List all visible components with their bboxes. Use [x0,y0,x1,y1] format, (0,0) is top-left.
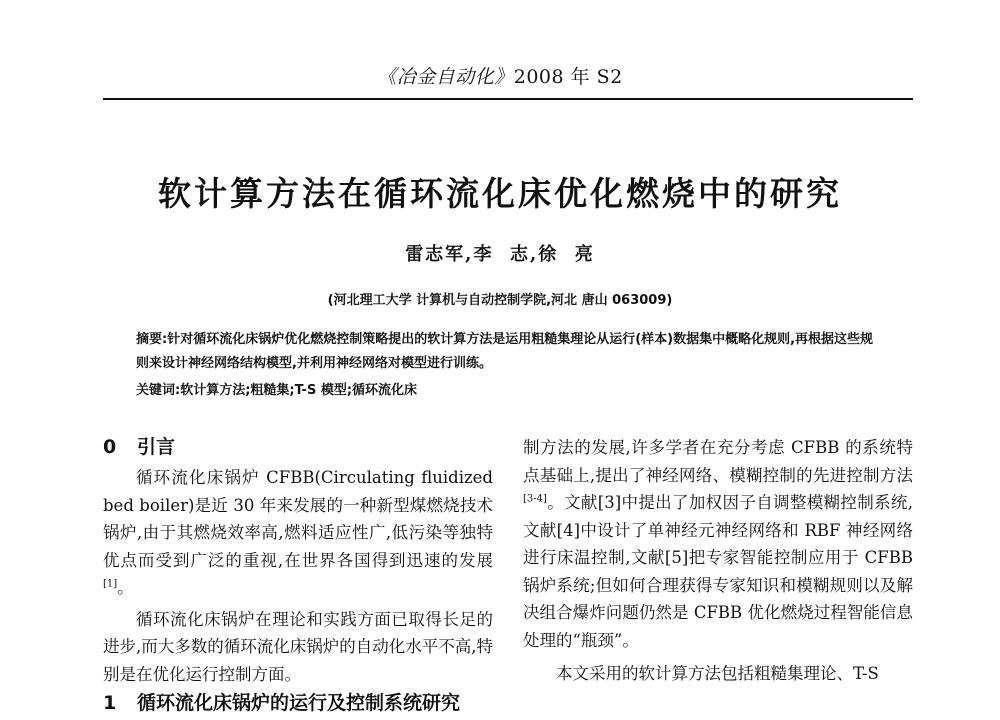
authors: 雷志军,李 志,徐 亮 [405,244,595,265]
keywords [136,380,884,402]
section-title: 引言 [137,436,176,458]
paragraph-text: 循环流化床锅炉 CFBB(Circulating fluidized bed boiler)是近 30 年来发展的一种新型煤燃烧技术锅炉,由于其燃烧效率高,燃料适应性广,低污染等独特优点而受到广泛的重视,在世界各国得到迅速的发展 [103,468,493,570]
section-title: 循环流化床锅炉的运行及控制系统研究 [137,692,461,714]
journal-header [0,62,1000,89]
paragraph: 循环流化床锅炉在理论和实践方面已取得长足的进步,而大多数的循环流化床锅炉的自动化水平不高,特别是在优化运行控制方面。 [103,609,493,684]
paragraph [523,434,913,654]
paragraph: 本文采用的软计算方法包括粗糙集理论、T-S [556,664,879,683]
abstract-text: 针对循环流化床锅炉优化燃烧控制策略提出的软计算方法是运用粗糙集理论从运行(样本)数据集中概略化规则,再根据这些规则来设计神经网络结构模型,并利用神经网络对模型进行训练。 [136,332,874,371]
affiliation: (河北理工大学 计算机与自动控制学院,河北 唐山 063009) [327,293,673,308]
left-column [103,434,493,720]
section-number: 1 [103,692,117,714]
keywords-label: 关键词: [136,383,181,398]
paper-title: 软计算方法在循环流化床优化燃烧中的研究 [158,174,842,213]
section-number: 0 [103,436,117,458]
journal-name: 《冶金自动化》 [377,66,514,88]
keywords-text: 软计算方法;粗糙集;T-S 模型;循环流化床 [180,383,418,398]
section-heading-1 [103,690,493,720]
citation: [3-4] [523,493,547,505]
paragraph-text: 。 [117,578,134,597]
abstract [136,328,884,376]
header-rule [103,98,913,100]
citation: [1] [103,578,118,590]
paragraph-text: 制方法的发展,许多学者在充分考虑 CFBB 的系统特点基础上,提出了神经网络、模糊控制的先进控制方法 [523,438,913,485]
abstract-label: 摘要: [136,332,168,347]
paragraph [103,464,493,602]
section-heading-introduction [103,434,493,464]
journal-issue: 2008 年 S2 [513,66,623,88]
paragraph-text: 。文献[3]中提出了加权因子自调整模糊控制系统,文献[4]中设计了单神经元神经网络和 RBF 神经网络进行床温控制,文献[5]把专家智能控制应用于 CFBB 锅炉系统;但如何合理获得专家知识和模糊规则以及解决组合爆炸问题仍然是 CFBB 优化燃烧过程智能信息处理的“瓶颈”。 [523,493,913,650]
right-column [523,434,913,688]
